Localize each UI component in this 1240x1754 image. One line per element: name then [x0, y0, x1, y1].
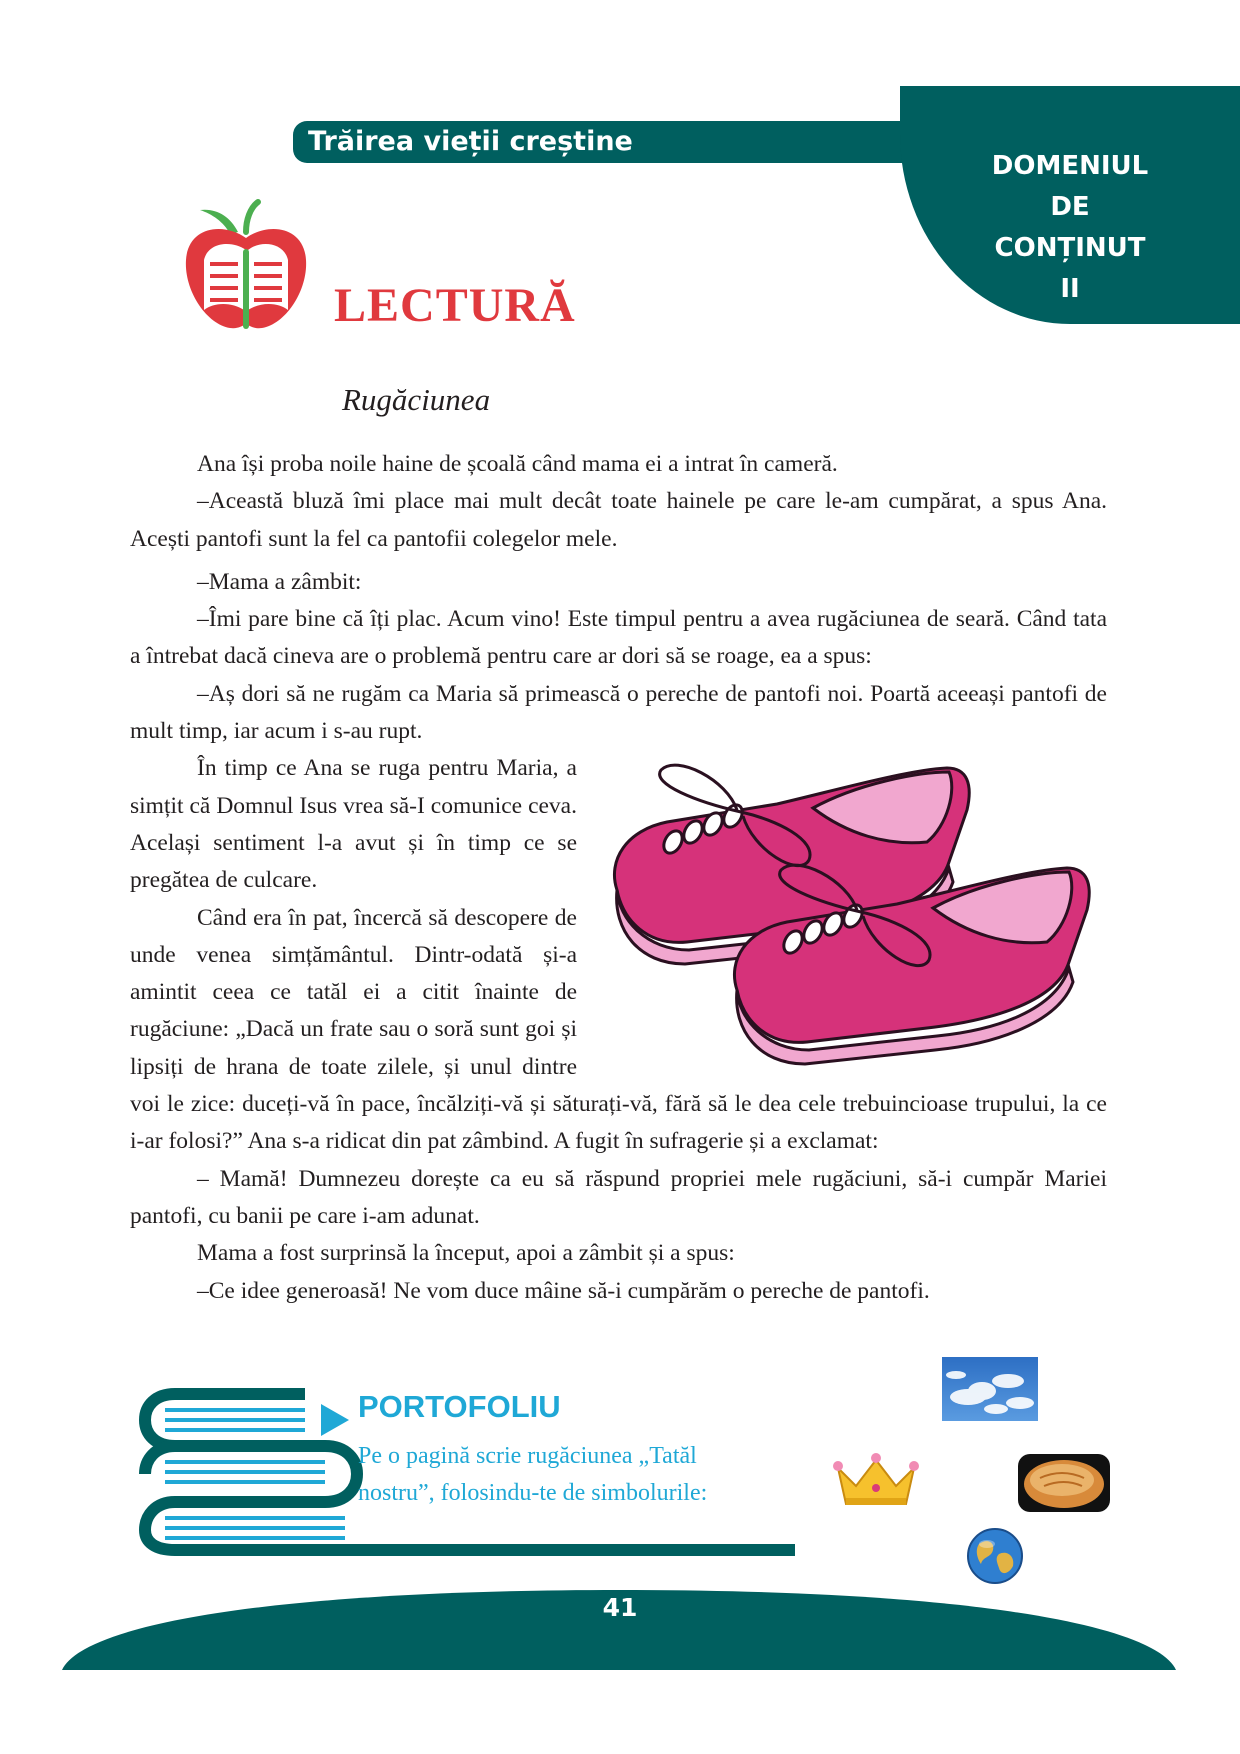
story-paragraph: – Mamă! Dumnezeu dorește ca eu să răspund propriei mele rugăciuni, să-i cumpăr Mariei pantofi, cu banii pe care i-am adunat. [130, 1165, 1107, 1229]
apple-book-icon [180, 198, 312, 334]
story-paragraph: –Această bluză îmi place mai mult decât toate hainele pe care le-am cumpărat, a spus Ana. Acești pantofi sunt la fel ca pantofii colegelor mele. [130, 488, 1107, 552]
story-paragraph: Când era în pat, încercă să descopere de unde venea simțământul. Dintr-odată și-a amintit ceea ce tatăl ei a citit înainte de rugăciune: „Dacă un frate sau o soră sunt goi și lipsiți de hrana de toate zilele, și unul dintre voi le zice: duceți-vă în pace, încălziți-vă și săturați-vă, fără să le dea cele trebuincioase trupului, la ce i-ar folosi?” Ana s-a ridicat din pat zâmbind. A fugit în sufragerie și a exclamat: [130, 904, 1107, 1155]
crown-image [830, 1452, 922, 1510]
story-paragraph: –Îmi pare bine că îți plac. Acum vino! Este timpul pentru a avea rugăciunea de seară. Când tata a întrebat dacă cineva are o problemă pentru care ar dori să se roage, ea a spus: [130, 606, 1107, 670]
domain-label-line: CONȚINUT [994, 233, 1146, 263]
pink-shoes-illustration [577, 750, 1132, 1084]
page-number: 41 [602, 1593, 638, 1622]
portfolio-title: PORTOFOLIU [358, 1389, 561, 1424]
sky-clouds-image [942, 1357, 1038, 1421]
domain-label-line: II [1060, 274, 1080, 304]
story-paragraph: Ana își proba noile haine de școală când mama ei a intrat în cameră. [197, 451, 838, 477]
story-paragraph: Mama a fost surprinsă la început, apoi a zâmbit și a spus: [197, 1240, 735, 1267]
domain-label [970, 146, 1170, 310]
story-paragraph: –Aș dori să ne rugăm ca Maria să primească o pereche de pantofi noi. Poartă aceeași pantofi de mult timp, iar acum i s-au rupt. [130, 680, 1107, 745]
domain-label-line: DOMENIUL [991, 151, 1149, 181]
story-paragraph: –Ce idee generoasă! Ne vom duce mâine să-i cumpărăm o pereche de pantofi. [197, 1277, 930, 1304]
domain-label-line: DE [1050, 192, 1090, 222]
story-text [130, 446, 1107, 1310]
globe-image [965, 1526, 1025, 1586]
story-title: Rugăciunea [342, 382, 491, 417]
section-title: LECTURĂ [334, 279, 576, 332]
story-paragraph: În timp ce Ana se ruga pentru Maria, a simțit că Domnul Isus vrea să-I comunice ceva. Același sentiment l-a avut și în timp ce se pregătea de culcare. [130, 755, 577, 894]
bread-image [1018, 1454, 1110, 1512]
portfolio-instruction: Pe o pagină scrie rugăciunea „Tatăl nostru”, folosindu-te de simbolurile: [358, 1443, 708, 1506]
chapter-title: Trăirea vieții creștine [308, 126, 633, 157]
story-paragraph: –Mama a zâmbit: [197, 568, 362, 595]
